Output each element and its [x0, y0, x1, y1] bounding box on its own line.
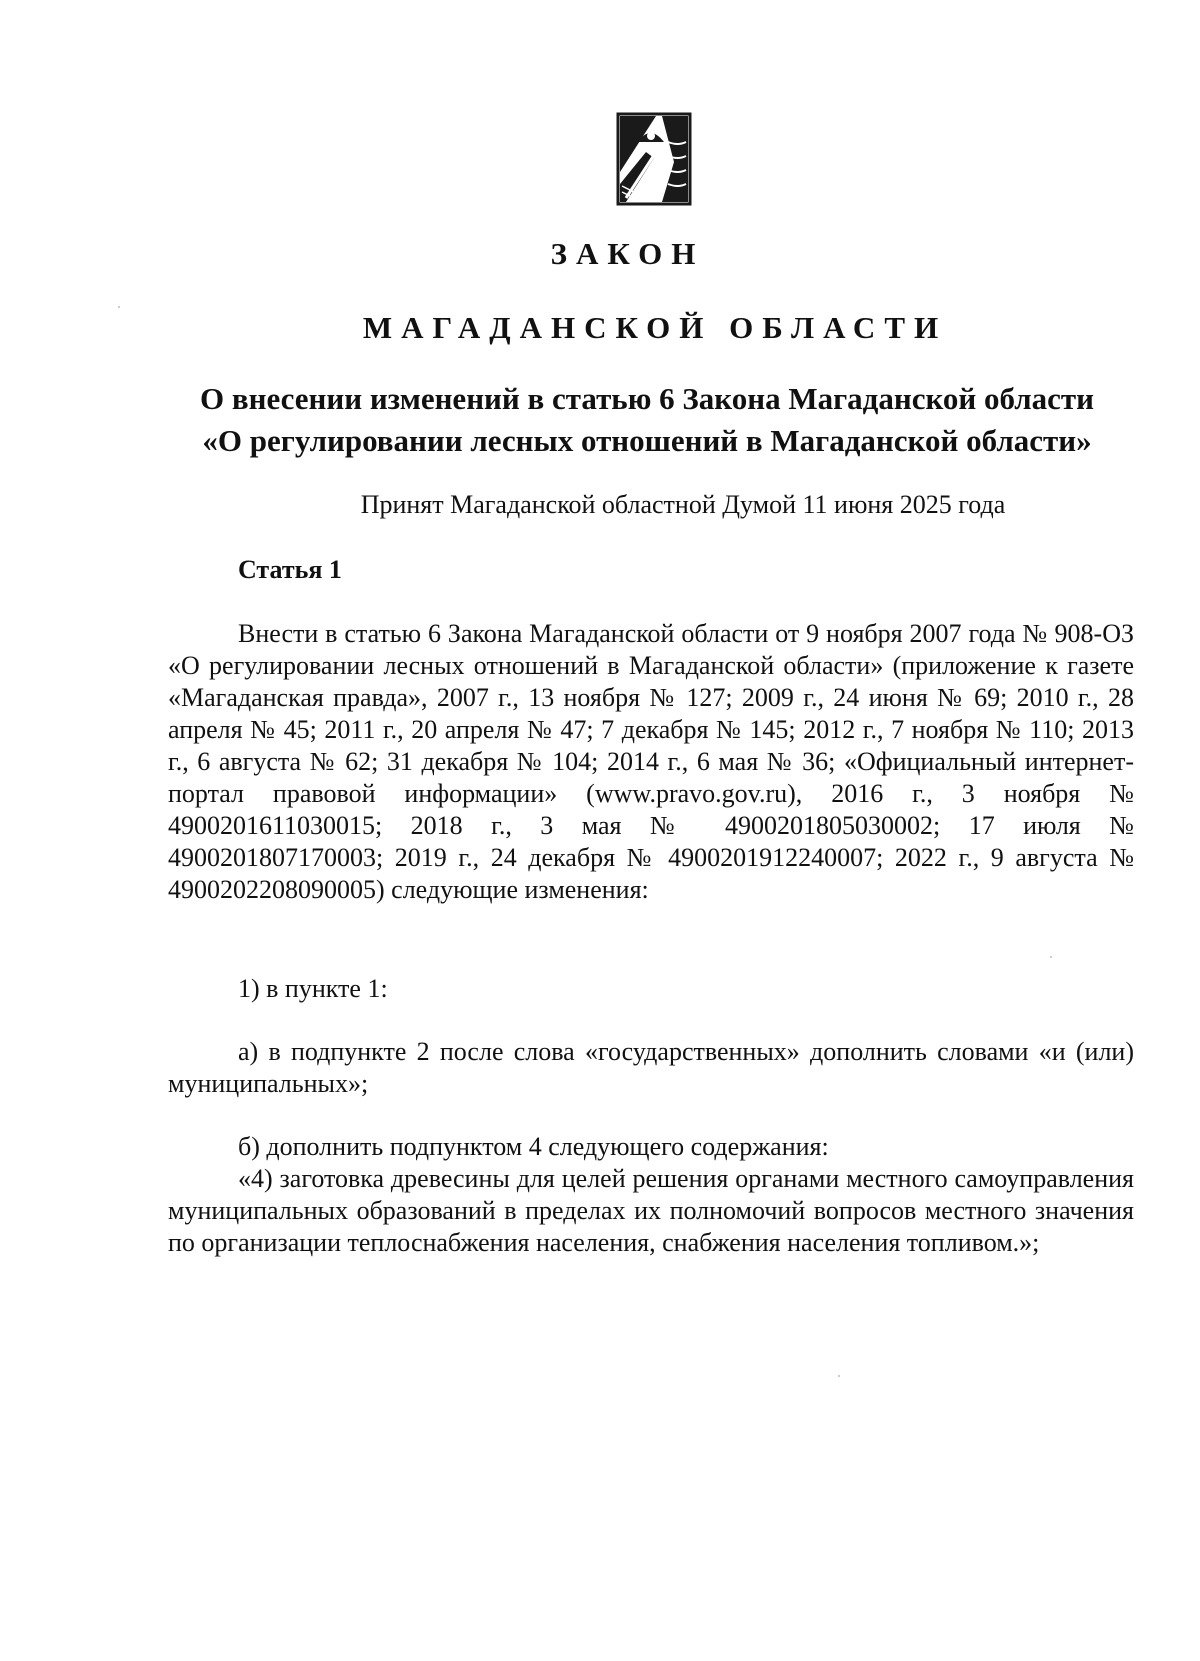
article-main-paragraph: Внести в статью 6 Закона Магаданской области от 9 ноября 2007 года № 908-ОЗ «О регулировании лесных отношений в Магаданской области» (приложение к газете «Магаданская правда», 2007 г., 13 ноября № 127; 2009 г., 24 июня № 69; 2010 г., 28 апреля № 45; 2011 г., 20 апреля № 47; 7 декабря № 145; 2012 г., 7 ноября № 110; 2013 г., 6 августа № 62; 31 декабря № 104; 2014 г., 6 мая № 36; «Официальный интернет-портал правовой информации» (www.pravo.gov.ru), 2016 г., 3 ноября № 4900201611030015; 2018 г., 3 мая № 4900201805030002; 17 июля № 4900201807170003; 2019 г., 24 декабря № 4900201912240007; 2022 г., 9 августа № 4900202208090005) следующие изменения: [168, 619, 1134, 904]
law-subject-line-2: «О регулировании лесных отношений в Магаданской области» [202, 423, 1092, 458]
article-subitem-b: б) дополнить подпунктом 4 следующего содержания: [238, 1132, 829, 1161]
magadan-coat-of-arms-icon [616, 112, 692, 208]
article-subitem-a: а) в подпункте 2 после слова «государственных» дополнить словами «и (или) муниципальных»; [168, 1037, 1134, 1098]
document-region: МАГАДАНСКОЙ ОБЛАСТИ [362, 310, 948, 345]
document-title: ЗАКОН [550, 236, 705, 271]
adoption-note: Принят Магаданской областной Думой 11 июня 2025 года [360, 490, 1006, 519]
law-subject-line-1: О внесении изменений в статью 6 Закона Магаданской области [199, 381, 1094, 416]
scan-speck [118, 306, 120, 308]
law-subject [168, 378, 1126, 462]
article-item-1: 1) в пункте 1: [238, 974, 388, 1003]
article-quoted-subitem-4: «4) заготовка древесины для целей решения органами местного самоуправления муниципальных образований в пределах их полномочий вопросов местного значения по организации теплоснабжения населения, снабжения населения топливом.»; [168, 1164, 1134, 1257]
article-heading: Статья 1 [238, 555, 342, 584]
scan-speck [1050, 956, 1052, 958]
scan-speck [838, 1375, 840, 1377]
